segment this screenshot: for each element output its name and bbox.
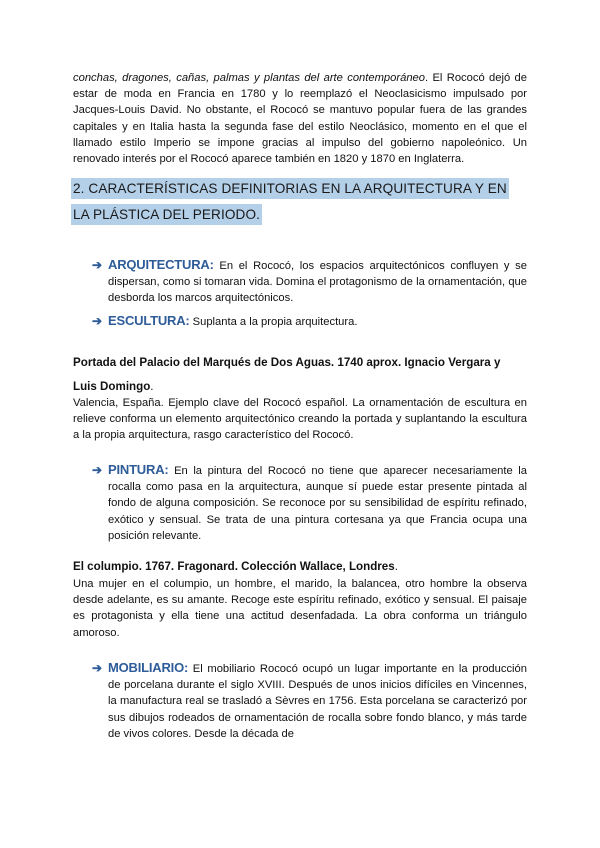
arrow-icon: ➔ [92,463,103,477]
intro-italic: conchas, dragones, cañas, palmas y plantas del arte contemporáneo [73,72,425,84]
bullet-text: El mobiliario Rococó ocupó un lugar importante en la producción de porcelana durante el siglo XVIII. Después de unos inicios difíciles en Vincennes, la manufactura real se trasladó a Sèvres en 1756. Esta porcelana se caracterizó por sus dibujos rodeados de ornamentación de rocalla sobre fondo blanco, y más tarde de vivos colores. Desde la década de [108,663,527,740]
section-heading [71,176,527,228]
portada-caption-end: . [150,380,154,393]
bullet-text: Suplanta a la propia arquitectura. [189,316,358,328]
bullet-label: ARQUITECTURA: [108,257,214,272]
arrow-icon: ➔ [92,314,103,328]
arrow-icon: ➔ [92,258,103,272]
bullet-label: PINTURA: [108,462,169,477]
columpio-description: Una mujer en el columpio, un hombre, el marido, la balancea, otro hombre la observa desde adelante, es su amante. Recoge este espíritu refinado, exótico y sensual. El paisaje es protagonista y ella tiene una actitud desenfadada. La obra conforma un triángulo amoroso. [73,578,527,639]
bullet-text: En el Rococó, los espacios arquitectónicos confluyen y se dispersan, como si tomaran vida. Domina el protagonismo de la ornamentación, que desborda los marcos arquitectónicos. [108,260,527,305]
section-heading-text: 2. CARACTERÍSTICAS DEFINITORIAS EN LA ARQUITECTURA Y EN LA PLÁSTICA DEL PERIODO. [71,178,509,225]
bullet-label: MOBILIARIO: [108,660,189,675]
columpio-caption [73,559,527,575]
intro-text: . El Rococó dejó de estar de moda en Francia en 1780 y lo reemplazó el Neoclasicismo impulsado por Jacques-Louis David. No obstante, el Rococó se mantuvo popular fuera de las grandes capitales y en Italia hasta la segunda fase del estilo Neoclásico, momento en el que el llamado estilo Imperio se impone gracias al impulso del gobierno napoleónico. Un renovado interés por el Rococó aparece también en 1820 y 1870 en Inglaterra. [73,72,527,166]
bullet-escultura [92,313,527,330]
intro-paragraph [73,70,527,167]
portada-caption-text: Portada del Palacio del Marqués de Dos Aguas. 1740 aprox. Ignacio Vergara y Luis Domingo [73,356,501,393]
bullet-pintura [92,462,527,544]
portada-caption [73,351,527,399]
portada-description: Valencia, España. Ejemplo clave del Rococó español. La ornamentación de escultura en relieve conforma un elemento arquitectónico creando la portada y suplantando la escultura a la propia arquitectura, rasgo característico del Rococó. [73,397,527,442]
columpio-caption-text: El columpio. 1767. Fragonard. Colección Wallace, Londres [73,560,395,573]
arrow-icon: ➔ [92,661,103,675]
bullet-mobiliario [92,660,527,742]
bullet-label: ESCULTURA: [108,313,190,328]
bullet-text: En la pintura del Rococó no tiene que aparecer necesariamente la rocalla como pasa en la arquitectura, aunque sí puede estar presente pintada al fondo de alguna composición. Se reconoce por su sensibilidad de espíritu refinado, exótico y sensual. Se trata de una pintura cortesana ya que Francia ocupa una posición relevante. [108,465,527,542]
columpio-caption-end: . [394,560,398,573]
bullet-arquitectura [92,257,527,307]
